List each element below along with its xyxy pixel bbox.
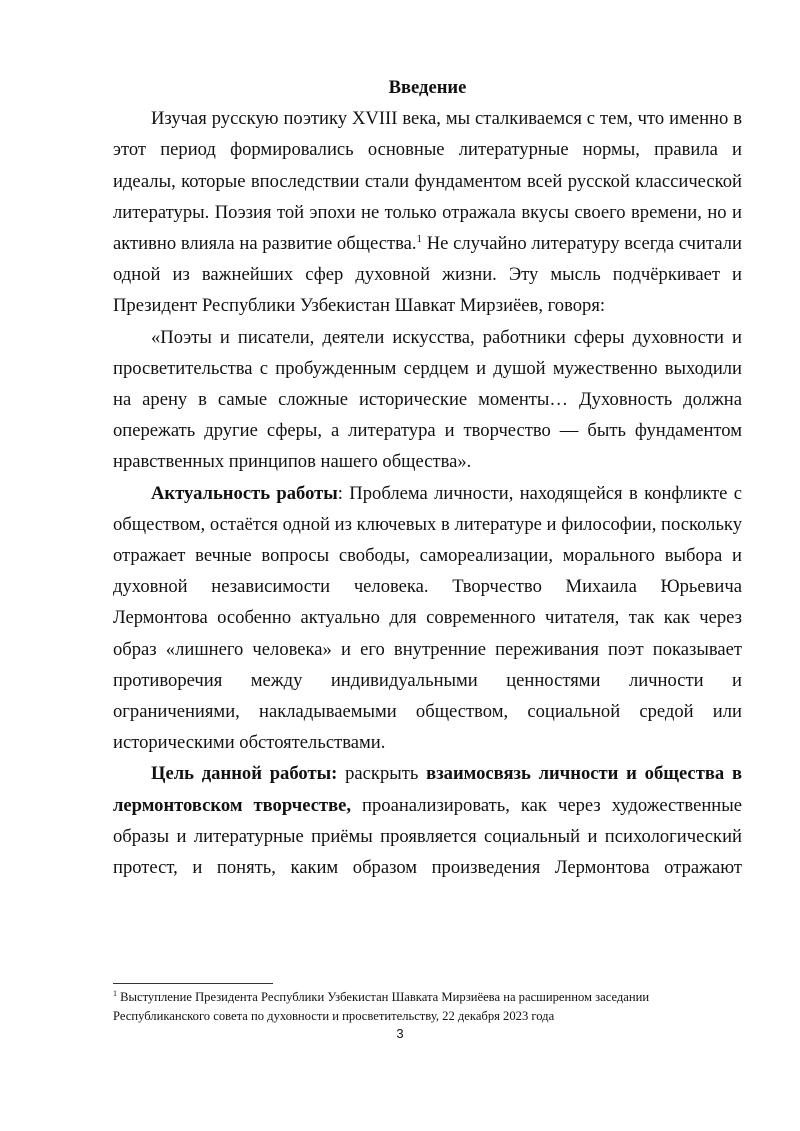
quote-paragraph: «Поэты и писатели, деятели искусства, работники сферы духовности и просветительства с пробужденным сердцем и душой мужественно выходили на арену в самые сложные исторические моменты… Духовность должна опережать другие сферы, а литература и творчество — быть фундаментом нравственных принципов нашего общества». <box>113 326 742 473</box>
intro-paragraph <box>113 103 742 321</box>
goal-text: раскрыть <box>337 763 427 785</box>
goal-text-continued: проанализировать, как через художественные образы и литературные приёмы проявляется социальный и психологический протест, и понять, каким образом произведения Лермонтова отражают <box>113 794 742 879</box>
goal-emphasis: взаимосвязь личности и общества в лермонтовском творчестве, <box>113 763 743 816</box>
relevance-label: Актуальность работы <box>151 482 338 504</box>
intro-text-continued: Не случайно литературу всегда считали одной из важнейших сфер духовной жизни. Эту мысль подчёркивает и Президент Республики Узбекистан Шавкат Мирзиёев, говоря: <box>113 233 742 317</box>
footnote-text: Выступление Президента Республики Узбекистан Шавката Мирзиёева на расширенном заседании Республиканского совета по духовности и просветительству, 22 декабря 2023 года <box>113 990 650 1023</box>
intro-text: Изучая русскую поэтику XVIII века, мы сталкиваемся с тем, что именно в этот период формировались основные литературные нормы, правила и идеалы, которые впоследствии стали фундаментом всей русской классической литературы. Поэзия той эпохи не только отражала вкусы своего времени, но и активно влияла на развитие общества. <box>113 108 742 254</box>
relevance-text: : Проблема личности, находящейся в конфликте с обществом, остаётся одной из ключевых в литературе и философии, поскольку отражает вечные вопросы свободы, самореализации, морального выбора и духовной независимости человека. Творчество Михаила Юрьевича Лермонтова особенно актуально для современного читателя, так как через образ «лишнего человека» и его внутренние переживания поэт показывает противоречия между индивидуальными ценностями личности и ограничениями, накладываемыми обществом, социальной средой или историческими обстоятельствами. <box>113 482 742 754</box>
goal-label: Цель данной работы: <box>151 763 338 785</box>
goal-paragraph <box>113 758 742 883</box>
footnote-ref: 1 <box>416 232 423 245</box>
relevance-paragraph <box>113 478 742 759</box>
page-number: 3 <box>396 1026 404 1041</box>
footnote-separator <box>113 983 273 984</box>
footnote-number: 1 <box>113 988 117 998</box>
page-body <box>113 72 742 883</box>
page-title: Введение <box>388 77 467 98</box>
footnote <box>113 988 742 1026</box>
